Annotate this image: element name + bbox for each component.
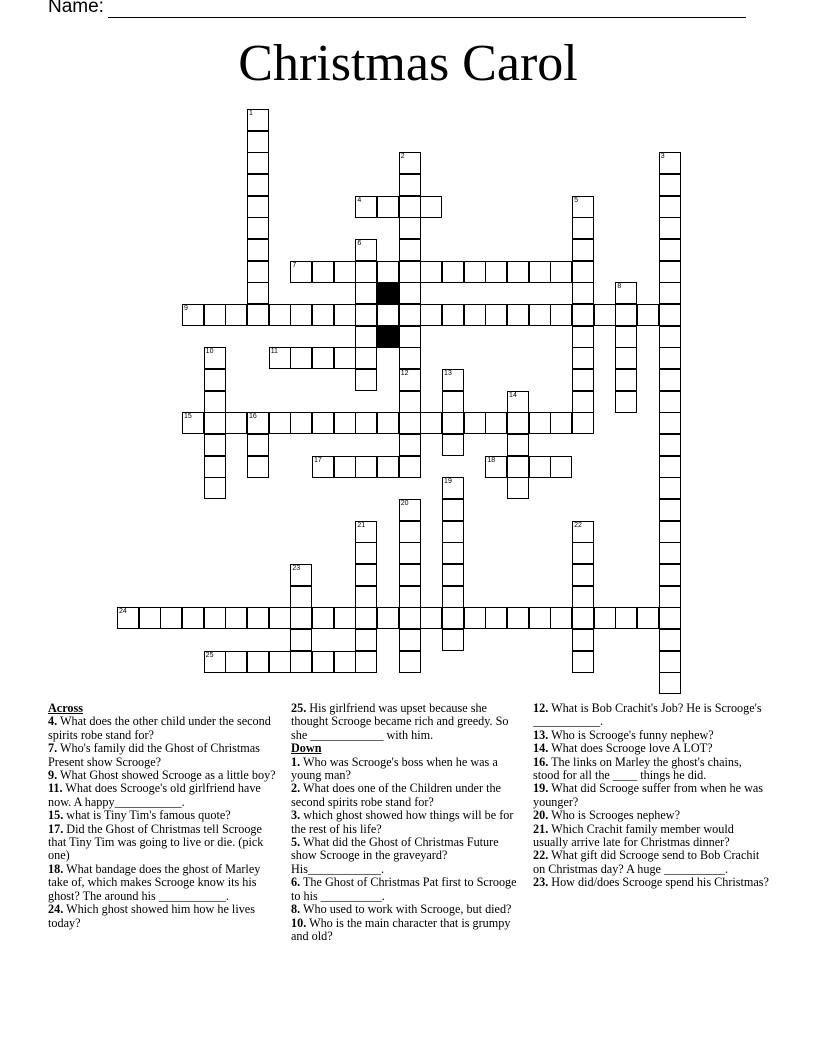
grid-cell[interactable] [507, 412, 529, 434]
grid-cell[interactable] [659, 629, 681, 651]
grid-cell[interactable] [225, 412, 247, 434]
grid-cell[interactable] [312, 261, 334, 283]
grid-cell[interactable] [355, 564, 377, 586]
clue-number: 4 [357, 196, 362, 204]
grid-cell[interactable] [550, 412, 572, 434]
grid-cell[interactable] [615, 369, 637, 391]
grid-cell[interactable] [442, 434, 464, 456]
clue-number: 11 [270, 348, 278, 356]
grid-cell[interactable] [572, 282, 594, 304]
grid-cell[interactable] [290, 629, 312, 651]
grid-cell[interactable] [355, 586, 377, 608]
clues-column-2 [291, 702, 523, 943]
grid-cell[interactable] [204, 304, 226, 326]
grid-cell[interactable] [572, 261, 594, 283]
grid-cell[interactable] [290, 304, 312, 326]
clue-across-4: 4. What does the other child under the second spirits robe stand for? [48, 714, 271, 742]
grid-cell[interactable] [377, 196, 399, 218]
clue-number: 10 [205, 348, 214, 356]
grid-cell[interactable] [312, 347, 334, 369]
clue-number: 1 [249, 110, 253, 117]
clue-down-19: 19. What did Scrooge suffer from when he was younger? [533, 781, 764, 809]
grid-cell[interactable] [399, 152, 421, 174]
grid-cell[interactable] [572, 564, 594, 586]
grid-cell[interactable] [204, 477, 226, 499]
grid-cell[interactable] [659, 326, 681, 348]
grid-cell[interactable] [507, 304, 529, 326]
grid-cell[interactable] [399, 217, 421, 239]
grid-cell[interactable] [182, 607, 204, 629]
grid-cell[interactable] [399, 412, 421, 434]
grid-cell[interactable] [659, 152, 681, 174]
grid-cell[interactable] [507, 456, 529, 478]
grid-cell[interactable] [225, 607, 247, 629]
grid-cell[interactable] [572, 651, 594, 673]
grid-cell[interactable] [572, 391, 594, 413]
grid-cell[interactable] [247, 217, 269, 239]
clue-across-11: 11. What does Scrooge's old girlfriend have now. A happy___________. [48, 781, 261, 809]
grid-cell[interactable] [355, 326, 377, 348]
grid-cell[interactable] [399, 261, 421, 283]
grid-cell[interactable] [269, 607, 291, 629]
clue-across-9: 9. What Ghost showed Scrooge as a little boy? [48, 768, 276, 783]
clue-number: 21 [357, 521, 366, 529]
grid-cell[interactable] [399, 282, 421, 304]
grid-cell[interactable] [355, 412, 377, 434]
clue-down-2: 2. What does one of the Children under the second spirits robe stand for? [291, 781, 501, 809]
grid-cell[interactable] [204, 391, 226, 413]
grid-cell[interactable] [355, 542, 377, 564]
clue-across-15: 15. what is Tiny Tim's famous quote? [48, 808, 231, 823]
grid-cell[interactable] [399, 369, 421, 391]
clue-across-24: 24. Which ghost showed him how he lives today? [48, 902, 255, 930]
clue-down-22: 22. What gift did Scrooge send to Bob Crachit on Christmas day? A huge __________. [533, 848, 760, 876]
grid-cell[interactable] [572, 347, 594, 369]
down-heading: Down [291, 741, 322, 756]
grid-cell[interactable] [204, 347, 226, 369]
grid-cell[interactable] [659, 239, 681, 261]
clue-down-20: 20. Who is Scrooges nephew? [533, 808, 681, 823]
grid-cell[interactable] [485, 607, 507, 629]
grid-cell[interactable] [572, 326, 594, 348]
clue-number: 18 [487, 456, 496, 464]
clue-number: 19 [444, 478, 452, 486]
grid-cell[interactable] [312, 456, 334, 478]
grid-cell[interactable] [659, 434, 681, 456]
clue-down-1: 1. Who was Scrooge's boss when he was a young man? [291, 754, 498, 783]
clue-number: 23 [292, 565, 301, 573]
grid-cell[interactable] [420, 304, 442, 326]
grid-cell[interactable] [550, 456, 572, 478]
grid-cell[interactable] [550, 304, 572, 326]
grid-cell[interactable] [312, 304, 334, 326]
clue-number: 20 [400, 500, 409, 508]
grid-cell[interactable] [550, 607, 572, 629]
grid-cell[interactable] [290, 586, 312, 608]
grid-cell[interactable] [529, 261, 551, 283]
grid-cell[interactable] [355, 456, 377, 478]
grid-cell[interactable] [399, 564, 421, 586]
grid-cell[interactable] [139, 607, 161, 629]
grid-cell[interactable] [529, 304, 551, 326]
grid-cell[interactable] [464, 304, 486, 326]
grid-cell[interactable] [572, 304, 594, 326]
clue-down-10: 10. Who is the main character that is grumpy and old? [291, 915, 511, 943]
grid-cell[interactable] [442, 521, 464, 543]
grid-cell[interactable] [399, 239, 421, 261]
grid-cell[interactable] [594, 304, 616, 326]
grid-cell[interactable] [615, 391, 637, 413]
grid-cell[interactable] [659, 607, 681, 629]
grid-cell[interactable] [507, 607, 529, 629]
grid-cell[interactable] [420, 196, 442, 218]
grid-cell[interactable] [399, 347, 421, 369]
grid-cell[interactable] [594, 607, 616, 629]
grid-cell[interactable] [355, 629, 377, 651]
clue-down-3: 3. which ghost showed how things will be for the rest of his life? [291, 808, 514, 836]
clue-number: 7 [292, 261, 297, 269]
grid-cell[interactable] [247, 109, 269, 131]
grid-cell[interactable] [615, 607, 637, 629]
grid-cell[interactable] [507, 434, 529, 456]
grid-cell[interactable] [225, 651, 247, 673]
grid-cell[interactable] [204, 651, 226, 673]
grid-cell[interactable] [269, 347, 291, 369]
grid-cell[interactable] [572, 196, 594, 218]
grid-cell[interactable] [182, 304, 204, 326]
grid-cell[interactable] [247, 261, 269, 283]
grid-cell[interactable] [247, 131, 269, 153]
grid-cell[interactable] [637, 304, 659, 326]
grid-cell[interactable] [247, 304, 269, 326]
clue-number: 3 [660, 153, 665, 161]
grid-cell[interactable] [355, 196, 377, 218]
grid-cell[interactable] [399, 586, 421, 608]
grid-cell[interactable] [637, 607, 659, 629]
grid-cell[interactable] [507, 261, 529, 283]
grid-cell[interactable] [225, 304, 247, 326]
grid-cell[interactable] [290, 261, 312, 283]
grid-cell[interactable] [355, 239, 377, 261]
grid-cell[interactable] [269, 651, 291, 673]
grid-cell[interactable] [572, 217, 594, 239]
grid-cell[interactable] [615, 304, 637, 326]
grid-cell[interactable] [377, 261, 399, 283]
grid-cell[interactable] [464, 412, 486, 434]
grid-cell[interactable] [442, 564, 464, 586]
clue-number: 22 [574, 521, 582, 529]
grid-cell[interactable] [659, 542, 681, 564]
grid-cell[interactable] [659, 347, 681, 369]
clue-across-17: 17. Did the Ghost of Christmas tell Scrooge that Tiny Tim was going to live or die. (pick one) [48, 821, 264, 863]
grid-cell[interactable] [247, 607, 269, 629]
grid-cell[interactable] [659, 196, 681, 218]
grid-cell[interactable] [247, 239, 269, 261]
grid-cell[interactable] [442, 629, 464, 651]
grid-cell[interactable] [572, 521, 594, 543]
grid-cell[interactable] [399, 629, 421, 651]
grid-cell[interactable] [572, 629, 594, 651]
grid-cell[interactable] [290, 651, 312, 673]
grid-cell[interactable] [442, 499, 464, 521]
grid-cell[interactable] [182, 412, 204, 434]
clue-down-8: 8. Who used to work with Scrooge, but died? [291, 902, 512, 917]
grid-cell[interactable] [312, 651, 334, 673]
grid-cell[interactable] [355, 651, 377, 673]
grid-cell[interactable] [485, 412, 507, 434]
grid-cell[interactable] [442, 542, 464, 564]
grid-cell[interactable] [204, 369, 226, 391]
grid-cell[interactable] [659, 586, 681, 608]
grid-cell[interactable] [247, 651, 269, 673]
grid-cell[interactable] [659, 217, 681, 239]
grid-cell[interactable] [290, 607, 312, 629]
grid-cell[interactable] [442, 304, 464, 326]
grid-cell[interactable] [572, 239, 594, 261]
grid-cell[interactable] [507, 477, 529, 499]
grid-cell[interactable] [464, 261, 486, 283]
grid-cell[interactable] [485, 456, 507, 478]
grid-cell[interactable] [247, 412, 269, 434]
grid-cell[interactable] [290, 412, 312, 434]
grid-cell[interactable] [464, 607, 486, 629]
grid-cell[interactable] [399, 521, 421, 543]
clue-number: 17 [314, 456, 322, 464]
grid-cell[interactable] [355, 369, 377, 391]
grid-cell[interactable] [659, 672, 681, 694]
grid-cell[interactable] [334, 651, 356, 673]
grid-cell[interactable] [290, 347, 312, 369]
grid-cell[interactable] [572, 369, 594, 391]
grid-cell[interactable] [420, 412, 442, 434]
grid-cell[interactable] [659, 412, 681, 434]
clue-number: 6 [357, 240, 362, 248]
grid-cell[interactable] [659, 651, 681, 673]
grid-cell[interactable] [334, 261, 356, 283]
grid-cell[interactable] [399, 607, 421, 629]
across-heading: Across [48, 701, 83, 715]
grid-cell[interactable] [442, 607, 464, 629]
black-cell [377, 326, 399, 348]
grid-cell[interactable] [659, 261, 681, 283]
grid-cell[interactable] [659, 564, 681, 586]
grid-cell[interactable] [355, 261, 377, 283]
grid-cell[interactable] [355, 304, 377, 326]
grid-cell[interactable] [355, 521, 377, 543]
grid-cell[interactable] [399, 456, 421, 478]
grid-cell[interactable] [312, 607, 334, 629]
grid-cell[interactable] [659, 174, 681, 196]
clue-down-12: 12. What is Bob Crachit's Job? He is Scrooge's ___________. [533, 701, 762, 729]
grid-cell[interactable] [160, 607, 182, 629]
grid-cell[interactable] [334, 412, 356, 434]
clue-number: 5 [574, 196, 578, 204]
grid-cell[interactable] [399, 651, 421, 673]
grid-cell[interactable] [247, 152, 269, 174]
grid-cell[interactable] [420, 607, 442, 629]
grid-cell[interactable] [334, 607, 356, 629]
grid-cell[interactable] [615, 347, 637, 369]
grid-cell[interactable] [442, 391, 464, 413]
grid-cell[interactable] [572, 607, 594, 629]
grid-cell[interactable] [659, 521, 681, 543]
grid-cell[interactable] [312, 412, 334, 434]
grid-cell[interactable] [442, 369, 464, 391]
grid-cell[interactable] [377, 607, 399, 629]
grid-cell[interactable] [247, 174, 269, 196]
clue-down-16: 16. The links on Marley the ghost's chains, stood for all the ____ things he did. [533, 754, 742, 783]
clues-column-3 [533, 702, 769, 890]
grid-cell[interactable] [247, 456, 269, 478]
clue-number: 25 [205, 651, 214, 659]
name-label: Name: [48, 0, 104, 17]
grid-cell[interactable] [659, 304, 681, 326]
grid-cell[interactable] [290, 564, 312, 586]
grid-cell[interactable] [399, 304, 421, 326]
grid-cell[interactable] [659, 369, 681, 391]
grid-cell[interactable] [399, 499, 421, 521]
grid-cell[interactable] [659, 391, 681, 413]
grid-cell[interactable] [529, 412, 551, 434]
grid-cell[interactable] [355, 347, 377, 369]
grid-cell[interactable] [269, 304, 291, 326]
clue-number: 13 [444, 370, 452, 378]
grid-cell[interactable] [615, 326, 637, 348]
clue-down-6: 6. The Ghost of Christmas Pat first to Scrooge to his __________. [291, 875, 517, 903]
clue-down-13: 13. Who is Scrooge's funny nephew? [533, 727, 714, 742]
grid-cell[interactable] [399, 391, 421, 413]
grid-cell[interactable] [615, 282, 637, 304]
clue-down-5: 5. What did the Ghost of Christmas Future show Scrooge in the graveyard? His____________. [291, 835, 499, 876]
clue-down-14: 14. What does Scrooge love A LOT? [533, 741, 713, 756]
clue-number: 14 [509, 391, 517, 399]
black-cell [377, 282, 399, 304]
grid-cell[interactable] [247, 282, 269, 304]
clue-number: 24 [119, 608, 127, 616]
page-title: Christmas Carol [238, 35, 578, 92]
grid-cell[interactable] [399, 542, 421, 564]
clue-down-21: 21. Which Crachit family member would usually arrive late for Christmas dinner? [533, 821, 734, 850]
clues-column-1 [48, 702, 280, 930]
clue-across-18: 18. What bandage does the ghost of Marley take of, which makes Scrooge know its his ghost? The around his ___________. [48, 861, 261, 903]
clue-number: 15 [184, 413, 192, 421]
grid-cell[interactable] [377, 304, 399, 326]
grid-cell[interactable] [659, 477, 681, 499]
grid-cell[interactable] [399, 174, 421, 196]
grid-cell[interactable] [377, 412, 399, 434]
grid-cell[interactable] [399, 434, 421, 456]
grid-cell[interactable] [355, 607, 377, 629]
grid-cell[interactable] [399, 326, 421, 348]
clue-number: 8 [617, 283, 622, 291]
clue-down-23: 23. How did/does Scrooge spend his Christmas? [533, 875, 769, 890]
grid-cell[interactable] [485, 261, 507, 283]
grid-cell[interactable] [572, 412, 594, 434]
grid-cell[interactable] [485, 304, 507, 326]
grid-cell[interactable] [355, 282, 377, 304]
grid-cell[interactable] [117, 607, 139, 629]
grid-cell[interactable] [659, 456, 681, 478]
grid-cell[interactable] [247, 434, 269, 456]
clue-across-25: 25. His girlfriend was upset because she thought Scrooge became rich and greedy. So she ____________ with him. [291, 701, 509, 742]
grid-cell[interactable] [204, 434, 226, 456]
grid-cell[interactable] [399, 196, 421, 218]
grid-cell[interactable] [204, 607, 226, 629]
grid-cell[interactable] [269, 412, 291, 434]
clue-across-7: 7. Who's family did the Ghost of Christmas Present show Scrooge? [48, 741, 260, 769]
clue-number: 16 [249, 413, 257, 421]
clue-number: 2 [400, 153, 405, 161]
grid-cell[interactable] [507, 391, 529, 413]
grid-cell[interactable] [442, 261, 464, 283]
grid-cell[interactable] [529, 456, 551, 478]
grid-cell[interactable] [442, 477, 464, 499]
grid-cell[interactable] [247, 196, 269, 218]
grid-cell[interactable] [550, 261, 572, 283]
grid-cell[interactable] [659, 282, 681, 304]
clue-number: 9 [184, 305, 188, 313]
grid-cell[interactable] [334, 347, 356, 369]
grid-cell[interactable] [572, 586, 594, 608]
grid-cell[interactable] [204, 456, 226, 478]
grid-cell[interactable] [442, 586, 464, 608]
grid-cell[interactable] [420, 261, 442, 283]
grid-cell[interactable] [334, 304, 356, 326]
clue-number: 12 [400, 370, 409, 378]
grid-cell[interactable] [659, 499, 681, 521]
grid-cell[interactable] [442, 412, 464, 434]
grid-cell[interactable] [204, 412, 226, 434]
grid-cell[interactable] [377, 456, 399, 478]
grid-cell[interactable] [529, 607, 551, 629]
grid-cell[interactable] [572, 542, 594, 564]
grid-cell[interactable] [334, 456, 356, 478]
